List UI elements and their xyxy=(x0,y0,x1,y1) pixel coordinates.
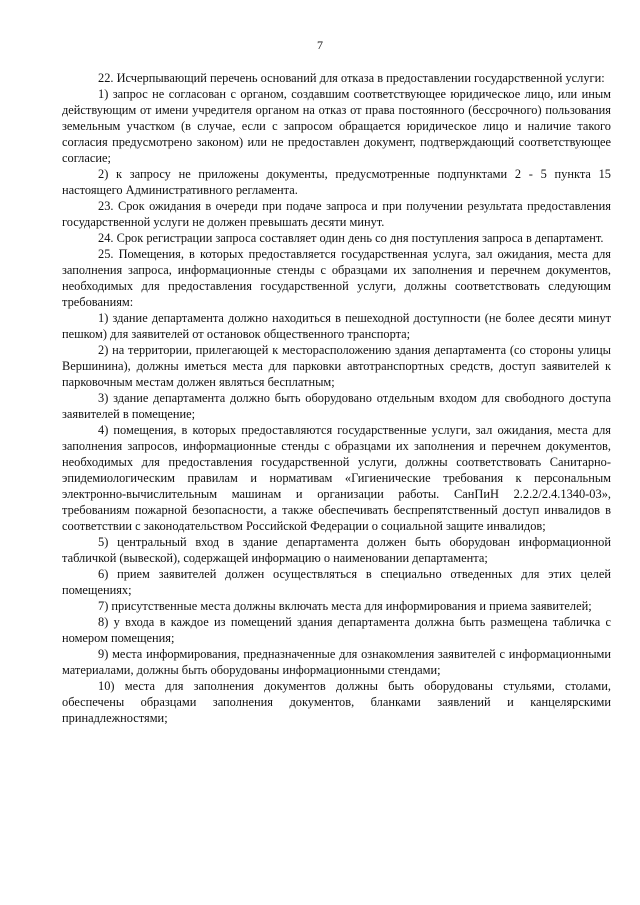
paragraph-25-item-7: 7) присутственные места должны включать места для информирования и приема заявителей; xyxy=(98,599,592,613)
paragraph-25-item-3: 3) здание департамента должно быть оборудовано отдельным входом для свободного доступа заявителей в помещение; xyxy=(62,391,611,421)
paragraph-25-item-1: 1) здание департамента должно находиться в пешеходной доступности (не более десяти минут пешком) для заявителей от остановок общественного транспорта; xyxy=(62,311,611,341)
paragraph-25: 25. Помещения, в которых предоставляется государственная услуга, зал ожидания, места для заполнения запроса, информационные стенды с образцами их заполнения и перечнем документов, необходимых для предоставления государственной услуги, должны соответствовать следующим требованиям: xyxy=(62,247,611,309)
paragraph-22-item-2: 2) к запросу не приложены документы, предусмотренные подпунктами 2 - 5 пункта 15 настоящего Административного регламента. xyxy=(62,167,611,197)
paragraph-25-item-2: 2) на территории, прилегающей к месторасположению здания департамента (со стороны улицы Вершинина), должны иметься места для парковки автотранспортных средств, доступ заявителей к парковочным местам должен являться бесплатным; xyxy=(62,343,611,389)
paragraph-25-item-4: 4) помещения, в которых предоставляются государственные услуги, зал ожидания, места для заполнения запросов, информационные стенды с образцами их заполнения и перечнем документов, необходимых для предоставления государственной услуги, должны соответствовать Санитарно-эпидемиологическим правилам и нормативам «Гигиенические требования к персональным электронно-вычислительным машинам и организации работы. СанПиН 2.2.2/2.4.1340-03», требованиям пожарной безопасности, а также обеспечивать беспрепятственный доступ инвалидов в соответствии с законодательством Российской Федерации о социальной защите инвалидов; xyxy=(62,423,611,533)
document-body xyxy=(62,70,611,726)
paragraph-25-item-8: 8) у входа в каждое из помещений здания департамента должна быть размещена табличка с номером помещения; xyxy=(62,615,611,645)
paragraph-25-item-10: 10) места для заполнения документов должны быть оборудованы стульями, столами, обеспечены образцами заполнения документов, бланками заявлений и канцелярскими принадлежностями; xyxy=(62,679,611,725)
paragraph-23: 23. Срок ожидания в очереди при подаче запроса и при получении результата предоставления государственной услуги не должен превышать десяти минут. xyxy=(62,199,611,229)
page-number: 7 xyxy=(317,38,323,52)
paragraph-25-item-5: 5) центральный вход в здание департамента должен быть оборудован информационной табличкой (вывеской), содержащей информацию о наименовании департамента; xyxy=(62,535,611,565)
paragraph-22: 22. Исчерпывающий перечень оснований для отказа в предоставлении государственной услуги: xyxy=(98,71,605,85)
paragraph-25-item-6: 6) прием заявителей должен осуществляться в специально отведенных для этих целей помещениях; xyxy=(62,567,611,597)
paragraph-24: 24. Срок регистрации запроса составляет один день со дня поступления запроса в департамент. xyxy=(98,231,604,245)
paragraph-25-item-9: 9) места информирования, предназначенные для ознакомления заявителей с информационными материалами, должны быть оборудованы информационными стендами; xyxy=(62,647,611,677)
paragraph-22-item-1: 1) запрос не согласован с органом, создавшим соответствующее юридическое лицо, или иным действующим от имени учредителя органом на отказ от права постоянного (бессрочного) пользования земельным участком (в случае, если с запросом обращается юридическое лицо и наличие такого согласия предусмотрено законом) или не предоставлен документ, подтверждающий соответствующее согласие; xyxy=(62,87,611,165)
